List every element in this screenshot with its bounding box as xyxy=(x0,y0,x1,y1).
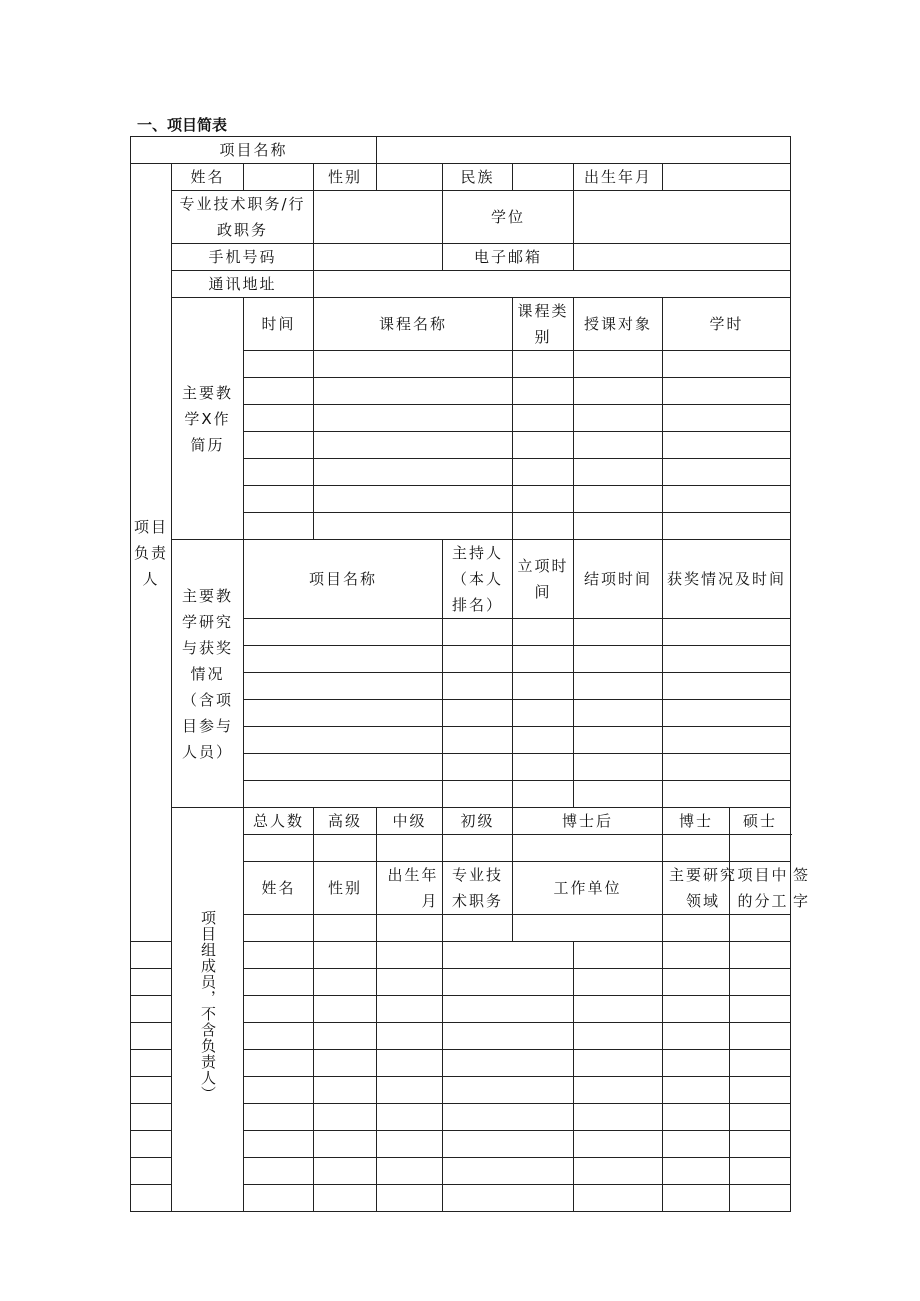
leader-birth-field[interactable] xyxy=(663,164,791,191)
leader-birth-label: 出生年月 xyxy=(574,164,663,191)
teaching-header-time: 时间 xyxy=(244,298,314,351)
leader-gender-field[interactable] xyxy=(377,164,443,191)
leader-degree-field[interactable] xyxy=(574,191,791,244)
project-summary-table: 项目名称 项目负责人 姓名 性别 民族 出生年月 专业技术职务/行政职务 学位 手机号码 电子邮箱 通讯地址 主要教学X作简历 时间 课程名称 课程类别 授课对象 学时 主要教学研究与获奖情况（含项目参与人员） 项目名称 主持人（本人排名） 立项时间 结项时间 获奖情况及时间 项目组成员，不含负责人） 总人数 高级 中级 初级 博士后 博士 硕士 姓名 性别 出生年月 专业技术职务 工作单位 主要研究领域 项目中的分工 签字 xyxy=(130,136,791,1212)
summary-header-postdoc: 博士后 xyxy=(513,808,663,835)
teaching-header-hours: 学时 xyxy=(663,298,791,351)
leader-gender-label: 性别 xyxy=(314,164,377,191)
research-header-end: 结项时间 xyxy=(574,540,663,619)
leader-address-field[interactable] xyxy=(314,271,791,298)
member-header-name: 姓名 xyxy=(244,862,314,915)
teaching-header-category: 课程类别 xyxy=(513,298,574,351)
leader-name-field[interactable] xyxy=(244,164,314,191)
leader-ethnicity-field[interactable] xyxy=(513,164,574,191)
members-section-label: 项目组成员，不含负责人） xyxy=(172,808,244,1212)
research-awards-label: 主要教学研究与获奖情况（含项目参与人员） xyxy=(172,540,244,808)
project-name-label: 项目名称 xyxy=(131,137,377,164)
member-header-field: 主要研究领域 xyxy=(663,862,730,915)
leader-name-label: 姓名 xyxy=(172,164,244,191)
member-header-gender: 性别 xyxy=(314,862,377,915)
member-header-title: 专业技术职务 xyxy=(443,862,513,915)
member-header-unit: 工作单位 xyxy=(513,862,663,915)
member-header-role: 项目中的分工 xyxy=(730,862,791,915)
leader-title-field[interactable] xyxy=(314,191,443,244)
leader-email-field[interactable] xyxy=(574,244,791,271)
summary-header-master: 硕士 xyxy=(730,808,791,835)
leader-email-label: 电子邮箱 xyxy=(443,244,574,271)
summary-header-junior: 初级 xyxy=(443,808,513,835)
research-header-start: 立项时间 xyxy=(513,540,574,619)
leader-title-label: 专业技术职务/行政职务 xyxy=(172,191,314,244)
summary-header-total: 总人数 xyxy=(244,808,314,835)
teaching-header-course: 课程名称 xyxy=(314,298,513,351)
leader-section-label: 项目负责人 xyxy=(131,164,172,942)
summary-header-senior: 高级 xyxy=(314,808,377,835)
leader-degree-label: 学位 xyxy=(443,191,574,244)
project-name-field[interactable] xyxy=(377,137,791,164)
summary-header-middle: 中级 xyxy=(377,808,443,835)
section-heading: 一、项目简表 xyxy=(137,116,228,134)
summary-header-phd: 博士 xyxy=(663,808,730,835)
member-header-birth: 出生年月 xyxy=(377,862,443,915)
research-header-awards: 获奖情况及时间 xyxy=(663,540,791,619)
leader-address-label: 通讯地址 xyxy=(172,271,314,298)
teaching-history-label: 主要教学X作简历 xyxy=(172,298,244,540)
leader-ethnicity-label: 民族 xyxy=(443,164,513,191)
research-header-host: 主持人（本人排名） xyxy=(443,540,513,619)
leader-phone-field[interactable] xyxy=(314,244,443,271)
research-header-project: 项目名称 xyxy=(244,540,443,619)
teaching-header-audience: 授课对象 xyxy=(574,298,663,351)
leader-phone-label: 手机号码 xyxy=(172,244,314,271)
